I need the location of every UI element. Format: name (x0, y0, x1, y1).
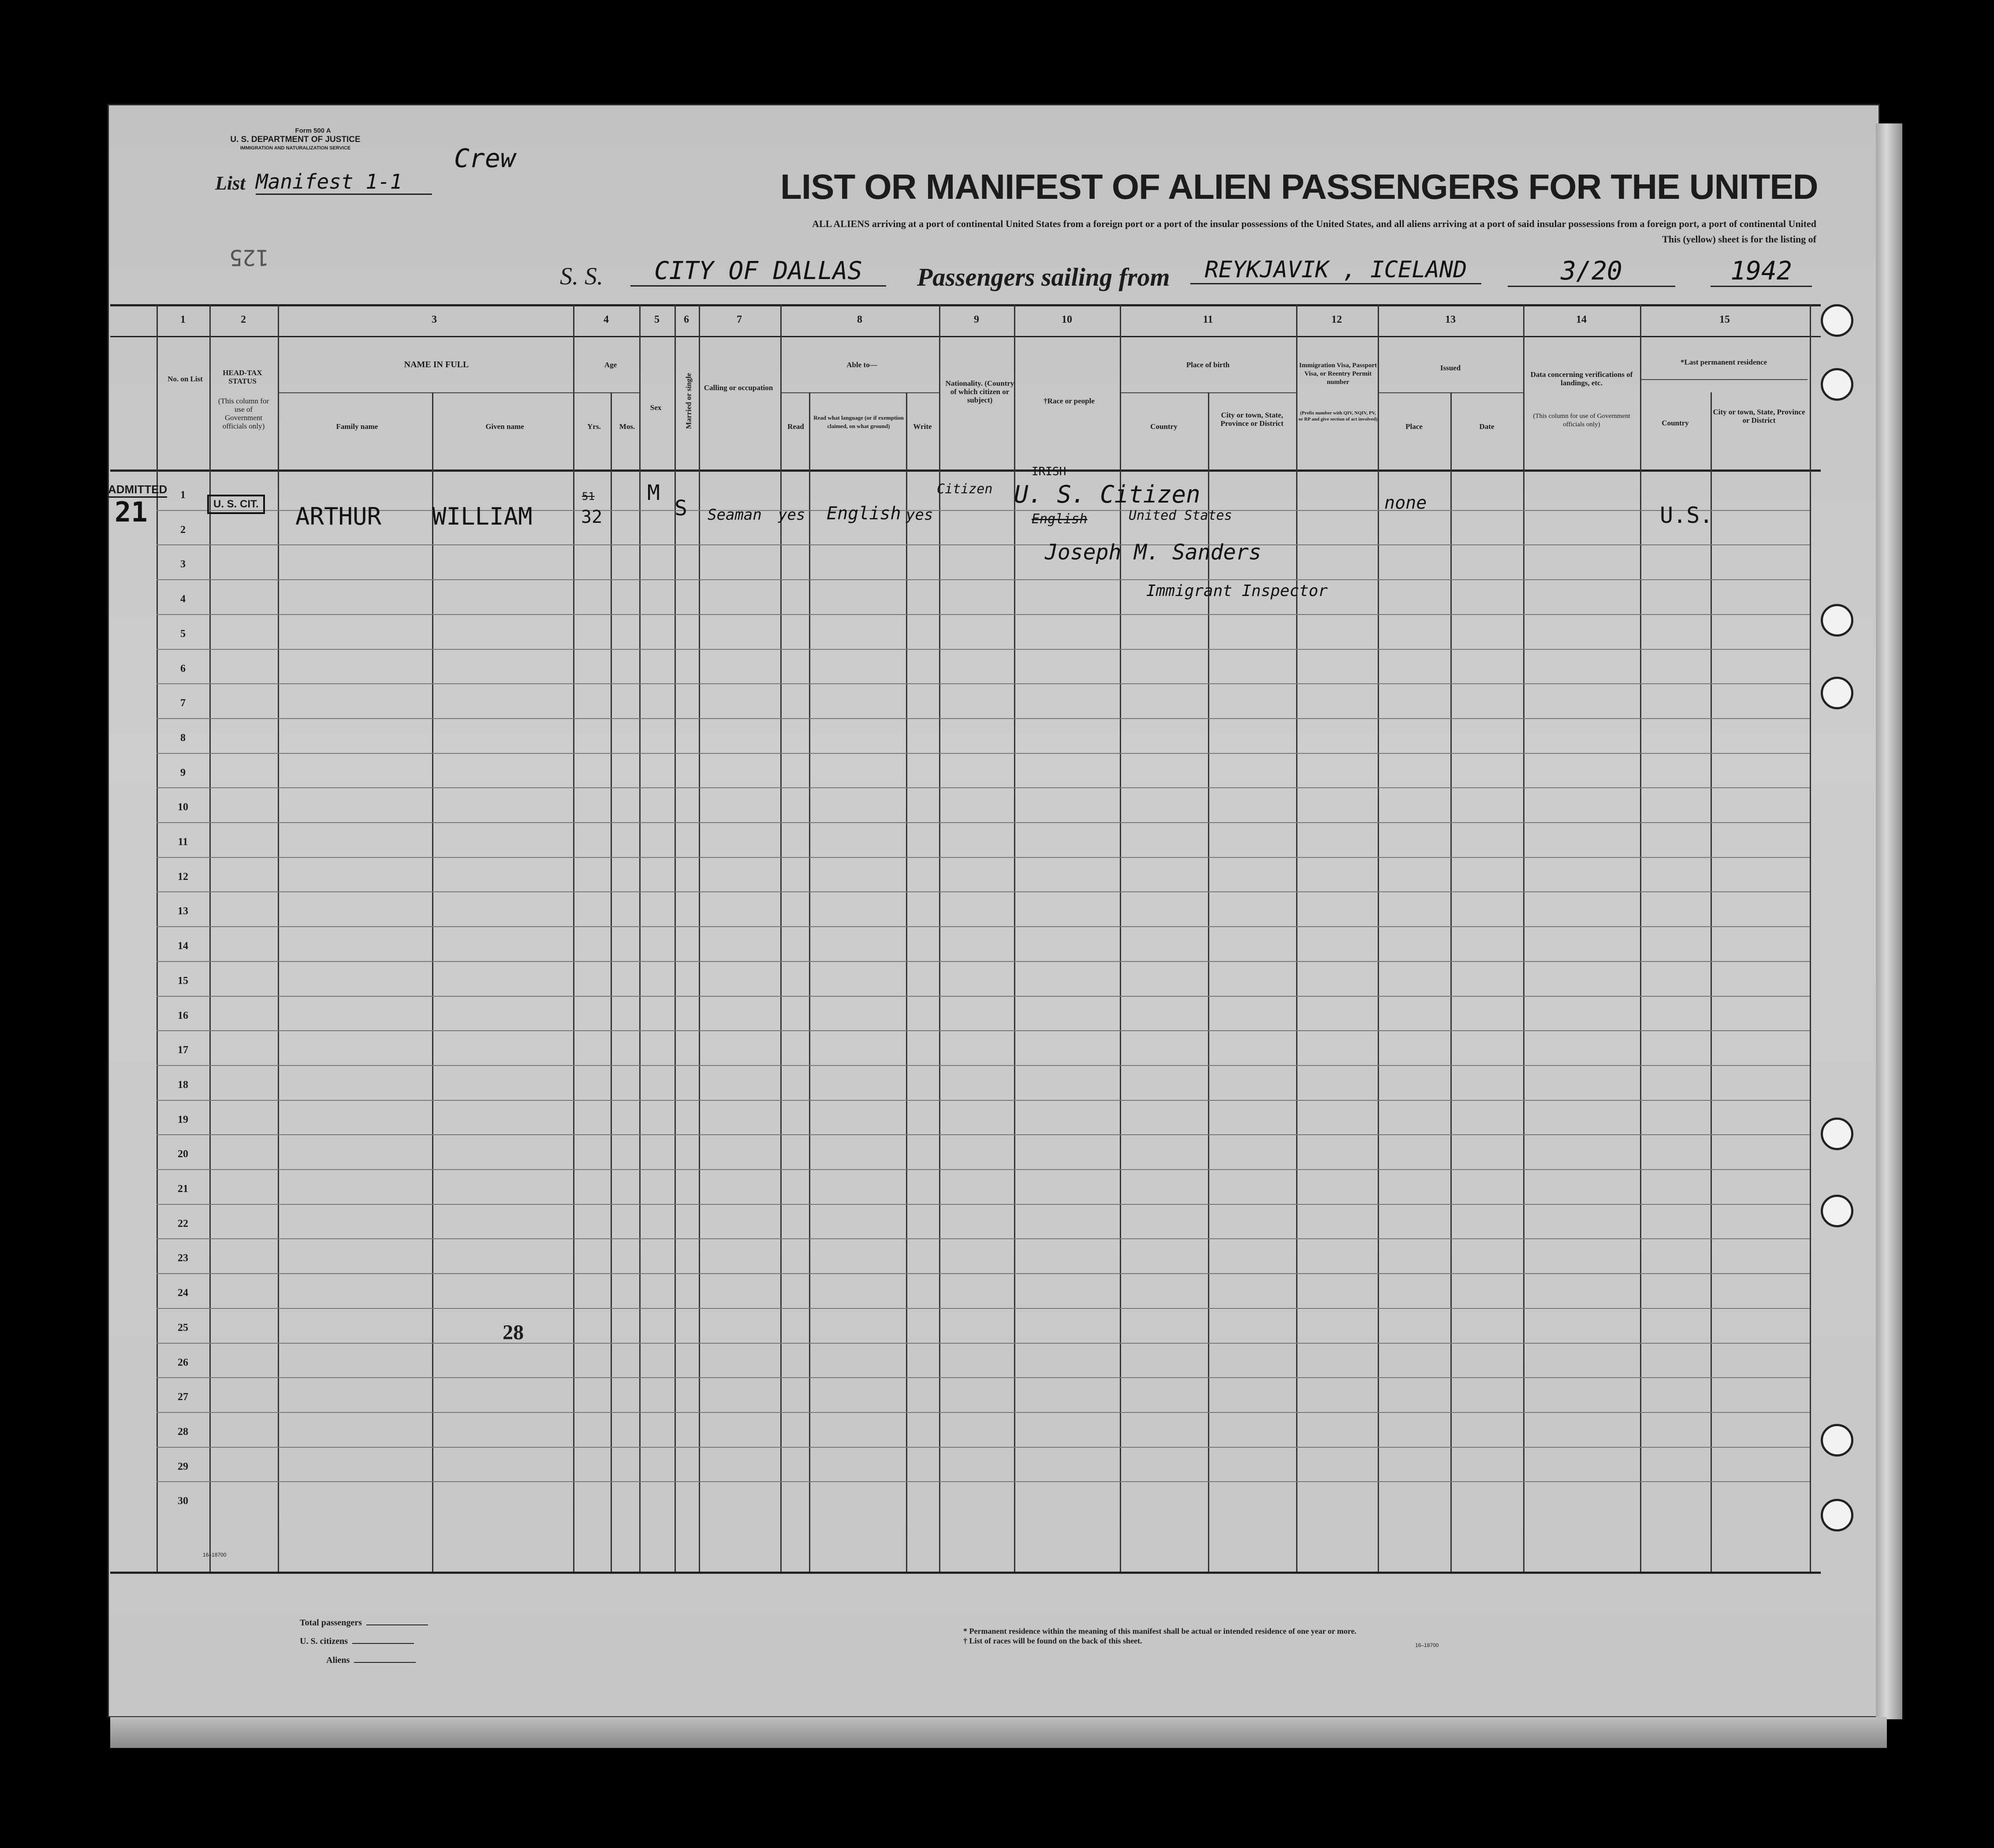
column-number: 1 (180, 314, 186, 325)
grid-column-line (675, 304, 676, 1572)
grid-row-line (157, 683, 1810, 684)
row-number: 23 (178, 1252, 188, 1264)
inspector-signature: Joseph M. Sanders (1045, 540, 1262, 565)
grid-column-line (809, 392, 810, 1572)
entry-family-name: ARTHUR (295, 503, 382, 530)
row-number: 7 (180, 697, 186, 709)
header-issued: Issued (1440, 364, 1461, 372)
row-number: 19 (178, 1114, 188, 1125)
grid-row-line (157, 1204, 1810, 1205)
row-number: 1 (180, 489, 186, 501)
column-number: 13 (1445, 314, 1456, 325)
row-number: 29 (178, 1461, 188, 1472)
footer-us-citizens-label: U. S. citizens (300, 1636, 348, 1646)
sailing-port: REYKJAVIK , ICELAND (1190, 257, 1481, 284)
footer-aliens (326, 1655, 416, 1665)
column-number: 6 (684, 314, 689, 325)
header-bottom-border (110, 469, 1821, 472)
column-number: 4 (604, 314, 609, 325)
row-number: 15 (178, 975, 188, 987)
grid-column-line (1640, 304, 1641, 1572)
page-mark: 28 (503, 1321, 524, 1344)
column-number: 9 (974, 314, 979, 325)
page-edge (1876, 123, 1902, 1719)
table-top-border (110, 304, 1821, 306)
header-read: Read (787, 422, 804, 431)
grid-row-line (157, 787, 1810, 788)
list-label: List (215, 172, 246, 194)
column-number: 3 (432, 314, 437, 325)
column-number: 7 (737, 314, 742, 325)
grid-column-line (780, 304, 782, 1572)
grid-row-line (157, 1134, 1810, 1135)
entry-language: English (827, 503, 901, 524)
admitted-stamp: ADMITTED (108, 483, 167, 498)
grid-row-line (157, 891, 1810, 892)
footer-total-passengers (300, 1618, 428, 1628)
header-head-tax-note: (This column for use of Government officials only) (218, 397, 269, 430)
manifest-sheet (108, 104, 1880, 1718)
column-number: 5 (654, 314, 660, 325)
grid-column-line (278, 304, 279, 1572)
column-number: 8 (857, 314, 862, 325)
entry-read: yes (778, 506, 805, 524)
grid-row-line (157, 1169, 1810, 1170)
grid-row-line (157, 961, 1810, 962)
footer-total-passengers-label: Total passengers (300, 1618, 362, 1628)
row-number: 11 (178, 836, 188, 848)
column-number: 12 (1331, 314, 1342, 325)
row-number: 25 (178, 1322, 188, 1334)
row-number: 14 (178, 940, 188, 952)
header-landing: Data concerning verifications of landings, etc. (1530, 370, 1633, 387)
row-number: 26 (178, 1356, 188, 1368)
binder-ring-icon (1821, 1195, 1853, 1227)
table-bottom-border (110, 1572, 1821, 1574)
page-title: LIST OR MANIFEST OF ALIEN PASSENGERS FOR THE UNITED (780, 167, 1818, 206)
header-mos: Mos. (619, 422, 635, 431)
row-number: 22 (178, 1218, 188, 1230)
grid-column-line (1378, 304, 1379, 1572)
row-number: 24 (178, 1287, 188, 1299)
header-place-of-birth: Place of birth (1186, 361, 1230, 369)
row-number: 13 (178, 905, 188, 917)
header-nationality: Nationality. (Country of which citizen or subject) (945, 379, 1014, 404)
footer-note-2: † List of races will be found on the back of this sheet. (963, 1636, 1142, 1645)
grid-column-line (573, 304, 574, 1572)
grid-row-line (157, 1100, 1810, 1101)
grid-column-line (432, 392, 433, 1572)
header-married: Married or single (684, 373, 693, 429)
header-res-city: City or town, State, Province or District (1713, 408, 1805, 425)
able-subheader-line (780, 392, 939, 393)
grid-row-line (157, 1238, 1810, 1239)
row-number: 17 (178, 1044, 188, 1056)
header-no-on-list: No. on List (168, 375, 203, 383)
grid-row-line (157, 579, 1810, 580)
binder-ring-icon (1821, 368, 1853, 401)
grid-column-line (699, 304, 700, 1572)
page-edge-bottom (110, 1717, 1887, 1748)
entry-birth-country: United States (1129, 508, 1232, 523)
stamp-number: 125 (229, 245, 269, 270)
page-subtitle-2: This (yellow) sheet is for the listing of (1662, 234, 1816, 245)
row-number: 6 (180, 663, 186, 674)
grid-row-line (157, 857, 1810, 858)
grid-row-line (157, 1343, 1810, 1344)
service-name: IMMIGRATION AND NATURALIZATION SERVICE (240, 145, 351, 151)
header-family-name: Family name (336, 422, 378, 431)
page-subtitle: ALL ALIENS arriving at a port of continental United States from a foreign port or a port of the insular possessions of the United States, and all aliens arriving at a port of said insular possessions from a foreign port, a port of continental United (812, 218, 1816, 229)
footer-code: 16–18700 (1415, 1642, 1439, 1648)
header-last-residence: *Last permanent residence (1680, 358, 1767, 366)
grid-column-line (639, 304, 641, 1572)
row-number: 5 (180, 628, 186, 640)
binder-ring-icon (1821, 1424, 1853, 1457)
grid-column-line (1711, 392, 1712, 1572)
footer-aliens-label: Aliens (326, 1655, 350, 1665)
entry-nationality: Citizen (937, 481, 993, 497)
column-number: 10 (1062, 314, 1072, 325)
header-sex: Sex (650, 403, 662, 412)
grid-column-line (906, 392, 907, 1572)
header-birth-city: City or town, State, Province or District (1220, 411, 1284, 428)
entry-nationality-correction: U. S. Citizen (1014, 481, 1200, 508)
grid-row-line (157, 753, 1810, 754)
entry-race-struck: English (1032, 511, 1088, 527)
row-number: 27 (178, 1391, 188, 1403)
row-number: 16 (178, 1010, 188, 1021)
grid-row-line (157, 544, 1810, 545)
header-given-name: Given name (485, 422, 524, 431)
row-number: 3 (180, 559, 186, 570)
header-race: †Race or people (1044, 397, 1095, 405)
sailing-year: 1942 (1711, 256, 1812, 287)
head-tax-stamp: U. S. CIT. (207, 495, 265, 514)
grid-row-line (157, 1273, 1810, 1274)
grid-row-line (157, 718, 1810, 719)
grid-row-line (157, 1030, 1810, 1031)
header-issued-place: Place (1405, 422, 1423, 431)
row-number: 4 (180, 593, 186, 605)
header-issued-date: Date (1479, 422, 1495, 431)
row-number: 2 (180, 524, 186, 536)
form-number: Form 500 A (295, 127, 331, 134)
row-number: 18 (178, 1079, 188, 1091)
residence-subheader-line (1640, 379, 1808, 380)
grid-row-line (157, 996, 1810, 997)
row-number: 9 (180, 767, 186, 779)
row-number: 28 (178, 1426, 188, 1438)
header-read-language: Read what language (or if exemption claimed, on what ground) (813, 414, 904, 429)
list-value: Manifest 1-1 (256, 170, 432, 195)
row-number: 8 (180, 732, 186, 744)
entry-write: yes (906, 506, 933, 524)
grid-row-line (157, 926, 1810, 927)
inspector-title: Immigrant Inspector (1146, 582, 1328, 600)
entry-age: 32 (581, 507, 603, 527)
header-visa-note: (Prefix number with QIV, NQIV, PV, or RP and give section of act involved) (1298, 410, 1378, 422)
grid-row-line (157, 1412, 1810, 1413)
row-number: 10 (178, 801, 188, 813)
entry-occupation: Seaman (708, 506, 762, 524)
admitted-mark: 21 (115, 496, 148, 528)
binder-ring-icon (1821, 1499, 1853, 1531)
binder-ring-icon (1821, 1118, 1853, 1150)
column-number: 11 (1203, 314, 1213, 325)
header-calling: Calling or occupation (704, 384, 773, 392)
department-name: U. S. DEPARTMENT OF JUSTICE (230, 135, 361, 144)
header-head-tax: HEAD-TAX STATUS (223, 369, 262, 385)
row-number: 20 (178, 1148, 188, 1160)
column-number-border (110, 336, 1821, 337)
header-visa: Immigration Visa, Passport Visa, or Reentry Permit number (1299, 362, 1377, 386)
entry-given-name: WILLIAM (432, 503, 533, 530)
grid-column-line (1450, 392, 1452, 1572)
header-name-in-full: NAME IN FULL (404, 360, 469, 369)
grid-column-line (1296, 304, 1297, 1572)
grid-row-line (157, 1481, 1810, 1482)
form-code: 16–18700 (203, 1552, 227, 1558)
grid-column-line (1208, 392, 1209, 1572)
grid-row-line (157, 822, 1810, 823)
header-write: Write (913, 422, 932, 431)
grid-row-line (157, 1308, 1810, 1309)
row-number: 21 (178, 1183, 188, 1195)
column-number: 2 (241, 314, 246, 325)
grid-row-line (157, 1447, 1810, 1448)
ship-prefix: S. S. (560, 263, 603, 290)
header-age: Age (604, 361, 617, 369)
binder-ring-icon (1821, 304, 1853, 337)
row-number: 30 (178, 1495, 188, 1507)
ship-name: CITY OF DALLAS (630, 257, 886, 287)
grid-column-line (1523, 304, 1524, 1572)
header-landing-note: (This column for use of Government officials only) (1533, 413, 1630, 428)
entry-residence-country: U.S. (1660, 503, 1713, 528)
grid-row-line (157, 1065, 1810, 1066)
sailing-label: Passengers sailing from (917, 263, 1170, 291)
row-number: 12 (178, 871, 188, 883)
binder-ring-icon (1821, 604, 1853, 637)
grid-row-line (157, 614, 1810, 615)
sailing-date: 3/20 (1508, 256, 1675, 287)
grid-row-line (157, 1377, 1810, 1378)
grid-column-line (611, 392, 612, 1572)
age-subheader-line (573, 392, 639, 393)
entry-sex: M (647, 481, 660, 505)
entry-issued-place: none (1384, 493, 1427, 513)
entry-race-above: IRISH (1032, 465, 1066, 478)
header-yrs: Yrs. (587, 422, 601, 431)
grid-row-line (157, 510, 1810, 511)
entry-marital: S (675, 496, 687, 521)
entry-age-struck: 51 (582, 490, 595, 503)
column-number: 15 (1719, 314, 1730, 325)
footer-us-citizens (300, 1636, 414, 1647)
binder-ring-icon (1821, 677, 1853, 709)
header-res-country: Country (1662, 419, 1689, 427)
list-annotation: Crew (454, 143, 516, 173)
name-subheader-line (278, 392, 591, 393)
header-birth-country: Country (1150, 422, 1178, 431)
header-able-to: Able to— (846, 361, 877, 369)
column-number: 14 (1576, 314, 1587, 325)
grid-row-line (157, 649, 1810, 650)
grid-column-line (1810, 304, 1811, 1572)
footer-note-1: * Permanent residence within the meaning of this manifest shall be actual or intended residence of one year or more. (963, 1627, 1357, 1636)
